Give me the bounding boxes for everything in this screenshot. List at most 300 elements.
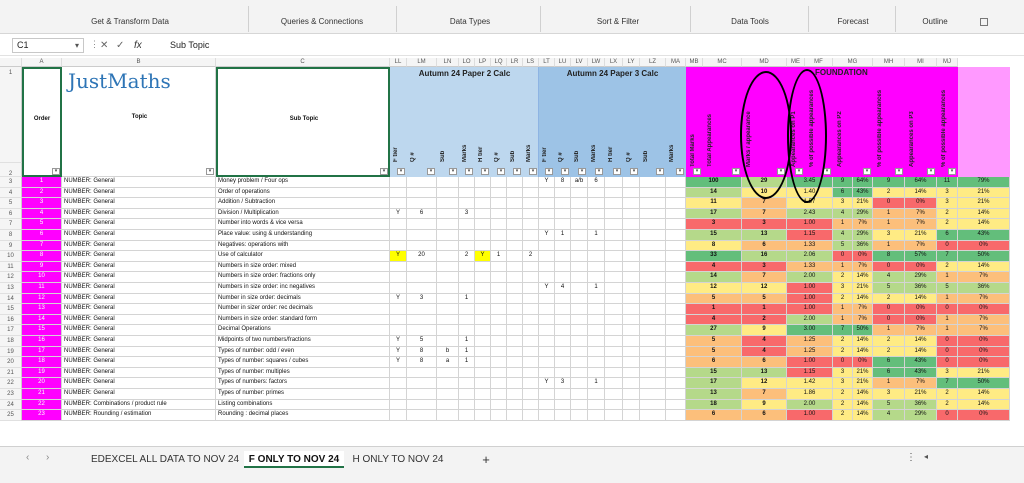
- paper2-h-cell[interactable]: [523, 272, 539, 283]
- appearances-p3-cell[interactable]: 1: [937, 294, 958, 305]
- topic-cell[interactable]: NUMBER: General: [62, 336, 216, 347]
- paper2-h-cell[interactable]: [523, 209, 539, 220]
- paper2-h-cell[interactable]: [475, 347, 491, 358]
- paper3-h-cell[interactable]: [623, 325, 640, 336]
- column-header-lt[interactable]: LT: [539, 58, 555, 67]
- paper3-h-cell[interactable]: [623, 294, 640, 305]
- paper3-h-cell[interactable]: [640, 389, 666, 400]
- paper3-h-cell[interactable]: [605, 315, 623, 326]
- paper2-f-cell[interactable]: [390, 304, 407, 315]
- pct-p1-cell[interactable]: 7%: [853, 219, 873, 230]
- paper3-h-cell[interactable]: [623, 198, 640, 209]
- column-header-lq[interactable]: LQ: [491, 58, 507, 67]
- paper3-f-cell[interactable]: 1: [555, 230, 571, 241]
- paper3-h-cell[interactable]: [666, 188, 686, 199]
- paper3-f-cell[interactable]: [571, 262, 588, 273]
- paper2-h-cell[interactable]: [475, 410, 491, 421]
- paper3-h-cell[interactable]: [666, 368, 686, 379]
- pct-p3-cell[interactable]: 0%: [958, 241, 1010, 252]
- filter-dropdown-icon[interactable]: ▾: [693, 168, 701, 175]
- paper2-f-cell[interactable]: [437, 304, 459, 315]
- paper3-f-cell[interactable]: [539, 389, 555, 400]
- paper3-h-cell[interactable]: [623, 188, 640, 199]
- paper3-f-cell[interactable]: [588, 315, 605, 326]
- pct-p3-cell[interactable]: 14%: [958, 400, 1010, 411]
- paper2-h-cell[interactable]: [491, 272, 507, 283]
- paper3-f-cell[interactable]: 6: [588, 177, 605, 188]
- appearances-p3-cell[interactable]: 0: [937, 336, 958, 347]
- paper2-f-cell[interactable]: [390, 272, 407, 283]
- pct-p2-cell[interactable]: 36%: [905, 400, 937, 411]
- paper2-f-cell[interactable]: [437, 251, 459, 262]
- paper2-f-cell[interactable]: [407, 315, 437, 326]
- pct-p1-cell[interactable]: 29%: [853, 209, 873, 220]
- paper3-f-cell[interactable]: [539, 262, 555, 273]
- order-cell[interactable]: 17: [22, 347, 62, 358]
- appearances-p3-cell[interactable]: 2: [937, 219, 958, 230]
- paper3-h-cell[interactable]: [640, 262, 666, 273]
- filter-dropdown-icon[interactable]: ▾: [613, 168, 621, 175]
- marks-per-appearance-cell[interactable]: 1.00: [787, 410, 833, 421]
- appearances-p2-cell[interactable]: 0: [873, 315, 905, 326]
- paper3-f-cell[interactable]: [571, 219, 588, 230]
- paper2-f-cell[interactable]: [437, 410, 459, 421]
- paper3-f-cell[interactable]: [555, 315, 571, 326]
- total-marks-cell[interactable]: 8: [686, 241, 742, 252]
- order-cell[interactable]: 3: [22, 198, 62, 209]
- paper3-f-cell[interactable]: [555, 325, 571, 336]
- appearances-p1-cell[interactable]: 0: [833, 251, 853, 262]
- paper2-h-cell[interactable]: [507, 209, 523, 220]
- order-cell[interactable]: 6: [22, 230, 62, 241]
- paper2-h-cell[interactable]: [475, 230, 491, 241]
- topic-cell[interactable]: NUMBER: General: [62, 241, 216, 252]
- paper3-f-cell[interactable]: Y: [539, 378, 555, 389]
- paper2-f-cell[interactable]: [407, 272, 437, 283]
- paper3-f-cell[interactable]: [555, 188, 571, 199]
- paper3-h-cell[interactable]: [666, 230, 686, 241]
- paper2-h-cell[interactable]: [475, 283, 491, 294]
- paper3-f-cell[interactable]: [588, 347, 605, 358]
- column-header-b[interactable]: B: [62, 58, 216, 67]
- paper2-f-cell[interactable]: [437, 241, 459, 252]
- pct-p3-cell[interactable]: 79%: [958, 177, 1010, 188]
- pct-p2-cell[interactable]: 14%: [905, 294, 937, 305]
- paper2-f-cell[interactable]: [407, 188, 437, 199]
- topic-cell[interactable]: NUMBER: General: [62, 198, 216, 209]
- appearances-p3-cell[interactable]: 1: [937, 325, 958, 336]
- pct-p2-cell[interactable]: 29%: [905, 410, 937, 421]
- order-cell[interactable]: 10: [22, 272, 62, 283]
- topic-cell[interactable]: NUMBER: General: [62, 389, 216, 400]
- paper3-h-cell[interactable]: [605, 283, 623, 294]
- paper3-h-cell[interactable]: [666, 325, 686, 336]
- appearances-p1-cell[interactable]: 2: [833, 347, 853, 358]
- row-header[interactable]: 9: [0, 241, 22, 252]
- paper3-f-cell[interactable]: [555, 262, 571, 273]
- row-header[interactable]: 24: [0, 400, 22, 411]
- appearances-p2-cell[interactable]: 2: [873, 347, 905, 358]
- appearances-p1-cell[interactable]: 4: [833, 230, 853, 241]
- appearances-p1-cell[interactable]: 5: [833, 241, 853, 252]
- paper2-f-cell[interactable]: [390, 230, 407, 241]
- paper2-f-cell[interactable]: b: [437, 347, 459, 358]
- appearances-p1-cell[interactable]: 9: [833, 177, 853, 188]
- topic-cell[interactable]: NUMBER: General: [62, 315, 216, 326]
- paper3-h-cell[interactable]: [640, 219, 666, 230]
- paper2-f-cell[interactable]: 20: [407, 251, 437, 262]
- chevron-down-icon[interactable]: ▾: [74, 41, 79, 50]
- filter-dropdown-icon[interactable]: ▾: [52, 168, 60, 175]
- appearances-p3-cell[interactable]: 5: [937, 283, 958, 294]
- filter-dropdown-icon[interactable]: ▾: [863, 168, 871, 175]
- appearances-p3-cell[interactable]: 11: [937, 177, 958, 188]
- row-header[interactable]: 22: [0, 378, 22, 389]
- paper2-h-cell[interactable]: [523, 378, 539, 389]
- column-header-md[interactable]: MD: [742, 58, 787, 67]
- column-header-lz[interactable]: LZ: [640, 58, 666, 67]
- paper2-f-cell[interactable]: [407, 400, 437, 411]
- paper3-h-cell[interactable]: [640, 272, 666, 283]
- filter-dropdown-icon[interactable]: ▾: [481, 168, 489, 175]
- paper2-f-cell[interactable]: [437, 283, 459, 294]
- subtopic-cell[interactable]: Decimal Operations: [216, 325, 390, 336]
- pct-p3-cell[interactable]: 0%: [958, 304, 1010, 315]
- appearances-p1-cell[interactable]: 2: [833, 400, 853, 411]
- paper2-h-cell[interactable]: [523, 198, 539, 209]
- pct-p2-cell[interactable]: 43%: [905, 368, 937, 379]
- appearances-p3-cell[interactable]: 3: [937, 368, 958, 379]
- row-header[interactable]: 18: [0, 336, 22, 347]
- subtopic-cell[interactable]: Addition / Subtraction: [216, 198, 390, 209]
- paper3-f-cell[interactable]: [588, 272, 605, 283]
- paper3-h-cell[interactable]: [623, 389, 640, 400]
- paper2-f-cell[interactable]: [459, 315, 475, 326]
- paper2-f-cell[interactable]: [407, 283, 437, 294]
- paper3-f-cell[interactable]: [588, 262, 605, 273]
- paper3-h-cell[interactable]: [666, 389, 686, 400]
- ribbon-group-forecast[interactable]: Forecast: [837, 17, 869, 26]
- pct-p1-cell[interactable]: 21%: [853, 378, 873, 389]
- appearances-p2-cell[interactable]: 0: [873, 304, 905, 315]
- appearances-p1-cell[interactable]: 1: [833, 262, 853, 273]
- paper2-h-cell[interactable]: [475, 219, 491, 230]
- paper3-h-cell[interactable]: [666, 315, 686, 326]
- paper3-h-cell[interactable]: [640, 368, 666, 379]
- paper2-h-cell[interactable]: [491, 304, 507, 315]
- paper2-h-cell[interactable]: [523, 347, 539, 358]
- subtopic-cell[interactable]: Types of number: primes: [216, 389, 390, 400]
- paper3-f-cell[interactable]: [588, 400, 605, 411]
- paper2-h-cell[interactable]: [523, 230, 539, 241]
- paper2-f-cell[interactable]: [459, 378, 475, 389]
- paper3-f-cell[interactable]: [555, 410, 571, 421]
- marks-per-appearance-cell[interactable]: 2.06: [787, 251, 833, 262]
- topic-cell[interactable]: NUMBER: General: [62, 283, 216, 294]
- paper2-h-cell[interactable]: [507, 336, 523, 347]
- subtopic-cell[interactable]: Types of number: squares / cubes: [216, 357, 390, 368]
- pct-p1-cell[interactable]: 14%: [853, 336, 873, 347]
- paper2-f-cell[interactable]: [407, 230, 437, 241]
- paper3-h-cell[interactable]: [666, 336, 686, 347]
- paper2-f-cell[interactable]: [390, 400, 407, 411]
- subtopic-cell[interactable]: Rounding : decimal places: [216, 410, 390, 421]
- paper3-f-cell[interactable]: [571, 230, 588, 241]
- subtopic-cell[interactable]: Money problem / Four ops: [216, 177, 390, 188]
- appearances-p3-cell[interactable]: 3: [937, 188, 958, 199]
- total-appearances-cell[interactable]: 4: [742, 336, 787, 347]
- paper3-f-cell[interactable]: [539, 209, 555, 220]
- column-header-mf[interactable]: MF: [805, 58, 833, 67]
- pct-p2-cell[interactable]: 14%: [905, 347, 937, 358]
- pct-p2-cell[interactable]: 7%: [905, 378, 937, 389]
- total-marks-cell[interactable]: 4: [686, 315, 742, 326]
- appearances-p2-cell[interactable]: 3: [873, 230, 905, 241]
- row-header[interactable]: 4: [0, 188, 22, 199]
- pct-p2-cell[interactable]: 7%: [905, 219, 937, 230]
- subtopic-cell[interactable]: Numbers in size order: standard form: [216, 315, 390, 326]
- marks-per-appearance-cell[interactable]: 2.00: [787, 315, 833, 326]
- topic-cell[interactable]: NUMBER: General: [62, 304, 216, 315]
- row-header[interactable]: 11: [0, 262, 22, 273]
- paper2-h-cell[interactable]: [523, 188, 539, 199]
- subtopic-cell[interactable]: Numbers in size order: inc negatives: [216, 283, 390, 294]
- column-header-ll[interactable]: LL: [390, 58, 407, 67]
- row-header[interactable]: 15: [0, 304, 22, 315]
- paper3-h-cell[interactable]: [640, 251, 666, 262]
- topic-cell[interactable]: NUMBER: General: [62, 325, 216, 336]
- paper3-f-cell[interactable]: [571, 347, 588, 358]
- paper2-h-cell[interactable]: [507, 251, 523, 262]
- row-header-2[interactable]: 2: [0, 163, 22, 177]
- paper3-h-cell[interactable]: [605, 177, 623, 188]
- pct-p3-cell[interactable]: 21%: [958, 368, 1010, 379]
- appearances-p3-cell[interactable]: 0: [937, 410, 958, 421]
- marks-per-appearance-cell[interactable]: 1.25: [787, 336, 833, 347]
- paper3-f-cell[interactable]: [555, 198, 571, 209]
- total-marks-cell[interactable]: 14: [686, 188, 742, 199]
- marks-per-appearance-cell[interactable]: 2.43: [787, 209, 833, 220]
- pct-p3-cell[interactable]: 21%: [958, 188, 1010, 199]
- column-header-lu[interactable]: LU: [555, 58, 571, 67]
- pct-p2-cell[interactable]: 7%: [905, 209, 937, 220]
- appearances-p1-cell[interactable]: 2: [833, 294, 853, 305]
- paper2-h-cell[interactable]: [475, 315, 491, 326]
- paper2-h-cell[interactable]: [491, 315, 507, 326]
- paper3-f-cell[interactable]: [588, 251, 605, 262]
- total-appearances-cell[interactable]: 7: [742, 198, 787, 209]
- paper2-f-cell[interactable]: [459, 219, 475, 230]
- order-cell[interactable]: 15: [22, 325, 62, 336]
- paper3-f-cell[interactable]: [588, 410, 605, 421]
- paper3-h-cell[interactable]: [640, 336, 666, 347]
- paper2-f-cell[interactable]: [390, 188, 407, 199]
- pct-p1-cell[interactable]: 14%: [853, 347, 873, 358]
- paper2-h-cell[interactable]: 2: [523, 251, 539, 262]
- order-cell[interactable]: 19: [22, 368, 62, 379]
- paper2-f-cell[interactable]: [407, 325, 437, 336]
- marks-per-appearance-cell[interactable]: 1.00: [787, 283, 833, 294]
- appearances-p3-cell[interactable]: 2: [937, 262, 958, 273]
- paper2-f-cell[interactable]: [390, 241, 407, 252]
- appearances-p1-cell[interactable]: 2: [833, 336, 853, 347]
- paper2-f-cell[interactable]: [437, 198, 459, 209]
- paper2-f-cell[interactable]: [437, 336, 459, 347]
- paper2-f-cell[interactable]: Y: [390, 251, 407, 262]
- appearances-p2-cell[interactable]: 4: [873, 410, 905, 421]
- paper3-f-cell[interactable]: [588, 325, 605, 336]
- total-marks-cell[interactable]: 100: [686, 177, 742, 188]
- marks-per-appearance-cell[interactable]: 2.00: [787, 400, 833, 411]
- total-appearances-cell[interactable]: 12: [742, 378, 787, 389]
- appearances-p2-cell[interactable]: 0: [873, 198, 905, 209]
- paper3-h-cell[interactable]: [640, 325, 666, 336]
- pct-p2-cell[interactable]: 36%: [905, 283, 937, 294]
- paper3-h-cell[interactable]: [666, 272, 686, 283]
- paper2-h-cell[interactable]: [491, 188, 507, 199]
- paper2-h-cell[interactable]: [507, 378, 523, 389]
- paper3-h-cell[interactable]: [623, 219, 640, 230]
- ribbon-group-data-tools[interactable]: Data Tools: [731, 17, 769, 26]
- paper2-f-cell[interactable]: [390, 368, 407, 379]
- paper3-f-cell[interactable]: [539, 198, 555, 209]
- paper3-f-cell[interactable]: [588, 209, 605, 220]
- paper3-f-cell[interactable]: 4: [555, 283, 571, 294]
- paper2-h-cell[interactable]: [507, 272, 523, 283]
- column-header-mc[interactable]: MC: [703, 58, 742, 67]
- appearances-p3-cell[interactable]: 1: [937, 315, 958, 326]
- paper3-h-cell[interactable]: [623, 368, 640, 379]
- paper3-h-cell[interactable]: [605, 400, 623, 411]
- scroll-left-icon[interactable]: ‹: [26, 452, 30, 463]
- paper3-f-cell[interactable]: [588, 219, 605, 230]
- paper3-f-cell[interactable]: [539, 304, 555, 315]
- insert-function-icon[interactable]: fx: [134, 40, 142, 51]
- pct-p1-cell[interactable]: 7%: [853, 304, 873, 315]
- total-appearances-cell[interactable]: 6: [742, 357, 787, 368]
- paper2-f-cell[interactable]: 3: [407, 294, 437, 305]
- appearances-p1-cell[interactable]: 1: [833, 219, 853, 230]
- paper3-h-cell[interactable]: [640, 294, 666, 305]
- paper2-f-cell[interactable]: [459, 410, 475, 421]
- order-cell[interactable]: 8: [22, 251, 62, 262]
- total-appearances-cell[interactable]: 13: [742, 230, 787, 241]
- tab-h-only[interactable]: H ONLY TO NOV 24: [352, 454, 444, 465]
- column-header-lx[interactable]: LX: [605, 58, 623, 67]
- pct-p3-cell[interactable]: 0%: [958, 336, 1010, 347]
- paper3-h-cell[interactable]: [605, 336, 623, 347]
- pct-p2-cell[interactable]: 0%: [905, 198, 937, 209]
- pct-p1-cell[interactable]: 14%: [853, 410, 873, 421]
- marks-per-appearance-cell[interactable]: 1.25: [787, 347, 833, 358]
- paper3-h-cell[interactable]: [623, 177, 640, 188]
- paper2-h-cell[interactable]: [507, 198, 523, 209]
- paper3-f-cell[interactable]: [571, 209, 588, 220]
- row-header-1[interactable]: 1: [0, 67, 22, 163]
- paper3-f-cell[interactable]: [555, 272, 571, 283]
- paper3-h-cell[interactable]: [640, 400, 666, 411]
- total-marks-cell[interactable]: 33: [686, 251, 742, 262]
- total-appearances-cell[interactable]: 1: [742, 304, 787, 315]
- paper2-f-cell[interactable]: Y: [390, 347, 407, 358]
- filter-dropdown-icon[interactable]: ▾: [449, 168, 457, 175]
- paper3-f-cell[interactable]: [588, 198, 605, 209]
- paper3-f-cell[interactable]: [571, 368, 588, 379]
- paper3-h-cell[interactable]: [623, 241, 640, 252]
- paper2-h-cell[interactable]: [507, 294, 523, 305]
- pct-p1-cell[interactable]: 36%: [853, 241, 873, 252]
- appearances-p2-cell[interactable]: 1: [873, 241, 905, 252]
- row-header[interactable]: 17: [0, 325, 22, 336]
- paper2-h-cell[interactable]: [475, 336, 491, 347]
- paper2-h-cell[interactable]: [507, 188, 523, 199]
- paper3-h-cell[interactable]: [640, 177, 666, 188]
- paper3-h-cell[interactable]: [623, 262, 640, 273]
- subtopic-cell[interactable]: Use of calculator: [216, 251, 390, 262]
- row-header[interactable]: 5: [0, 198, 22, 209]
- pct-p1-cell[interactable]: 21%: [853, 368, 873, 379]
- marks-per-appearance-cell[interactable]: 1.40: [787, 188, 833, 199]
- paper3-h-cell[interactable]: [605, 389, 623, 400]
- total-marks-cell[interactable]: 27: [686, 325, 742, 336]
- ribbon-group-outline[interactable]: Outline: [922, 17, 948, 26]
- paper2-h-cell[interactable]: [507, 283, 523, 294]
- order-cell[interactable]: 1: [22, 177, 62, 188]
- paper3-f-cell[interactable]: [588, 241, 605, 252]
- total-appearances-cell[interactable]: 6: [742, 410, 787, 421]
- appearances-p2-cell[interactable]: 2: [873, 294, 905, 305]
- appearances-p1-cell[interactable]: 1: [833, 315, 853, 326]
- paper2-f-cell[interactable]: [459, 389, 475, 400]
- order-cell[interactable]: 18: [22, 357, 62, 368]
- subtopic-cell[interactable]: Listing combinations: [216, 400, 390, 411]
- topic-cell[interactable]: NUMBER: General: [62, 378, 216, 389]
- paper3-h-cell[interactable]: [640, 198, 666, 209]
- paper2-h-cell[interactable]: [507, 262, 523, 273]
- row-header[interactable]: 25: [0, 410, 22, 421]
- appearances-p3-cell[interactable]: 2: [937, 389, 958, 400]
- column-header-me[interactable]: ME: [787, 58, 805, 67]
- paper2-f-cell[interactable]: [437, 325, 459, 336]
- filter-dropdown-icon[interactable]: ▾: [927, 168, 935, 175]
- paper3-f-cell[interactable]: [571, 188, 588, 199]
- paper3-h-cell[interactable]: [605, 241, 623, 252]
- paper3-h-cell[interactable]: [605, 262, 623, 273]
- total-marks-cell[interactable]: 6: [686, 357, 742, 368]
- paper3-f-cell[interactable]: [588, 304, 605, 315]
- appearances-p3-cell[interactable]: 2: [937, 400, 958, 411]
- filter-dropdown-icon[interactable]: ▾: [823, 168, 831, 175]
- column-header-ma[interactable]: MA: [666, 58, 686, 67]
- filter-dropdown-icon[interactable]: ▾: [777, 168, 785, 175]
- paper3-f-cell[interactable]: [539, 410, 555, 421]
- appearances-p3-cell[interactable]: 6: [937, 230, 958, 241]
- total-marks-cell[interactable]: 14: [686, 272, 742, 283]
- paper2-h-cell[interactable]: [491, 294, 507, 305]
- filter-dropdown-icon[interactable]: ▾: [578, 168, 586, 175]
- paper2-h-cell[interactable]: [491, 410, 507, 421]
- corner-select-all[interactable]: [0, 58, 22, 67]
- total-marks-cell[interactable]: 17: [686, 378, 742, 389]
- appearances-p2-cell[interactable]: 2: [873, 188, 905, 199]
- paper3-h-cell[interactable]: [666, 347, 686, 358]
- paper3-f-cell[interactable]: [555, 251, 571, 262]
- subtopic-cell[interactable]: Types of number: multiples: [216, 368, 390, 379]
- appearances-p2-cell[interactable]: 6: [873, 357, 905, 368]
- paper2-h-cell[interactable]: [523, 294, 539, 305]
- paper2-h-cell[interactable]: [523, 400, 539, 411]
- add-sheet-button[interactable]: +: [482, 452, 490, 467]
